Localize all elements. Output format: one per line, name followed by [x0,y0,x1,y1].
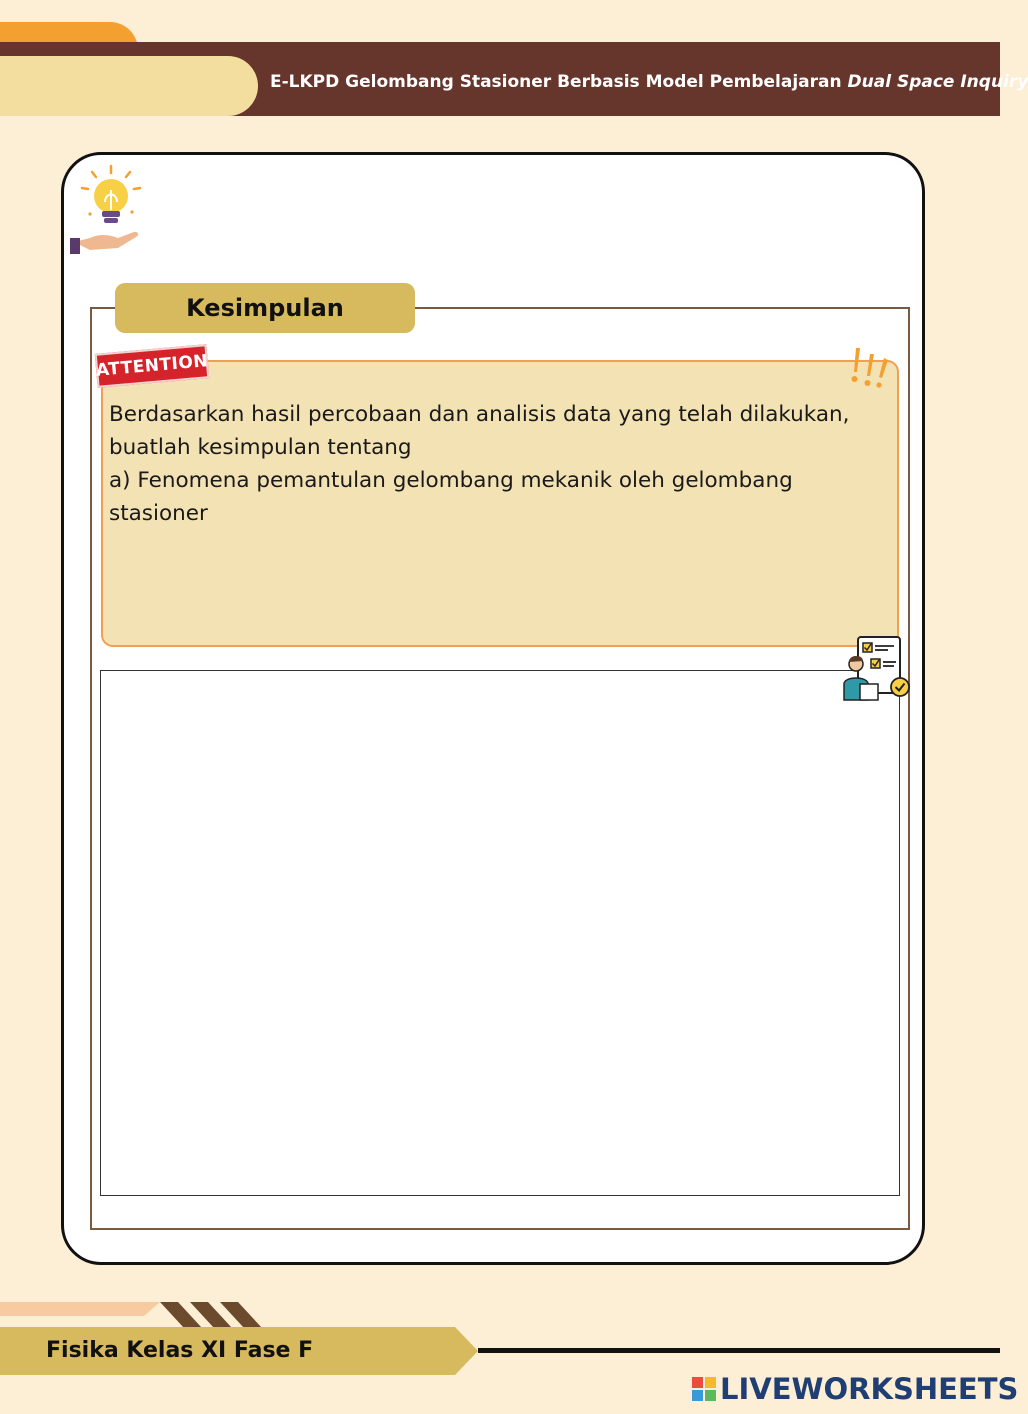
checklist-person-icon [842,634,912,704]
footer-line [478,1348,1000,1353]
header-title-italic: Dual Space Inquiry [847,72,1028,92]
answer-textbox[interactable] [100,670,900,1196]
exclamation-icon [844,344,894,390]
prompt-line: buatlah kesimpulan tentang [109,435,412,460]
brand-name: LIVEWORKSHEETS [720,1372,1019,1406]
footer-peach-strip [0,1302,160,1316]
footer-stripes [160,1302,270,1328]
prompt-text [109,398,879,530]
prompt-line: stasioner [109,501,208,526]
brand[interactable] [692,1372,1018,1406]
liveworksheets-logo-icon [692,1377,716,1401]
header-pill [0,56,258,116]
header-title [270,72,1028,92]
prompt-line: Berdasarkan hasil percobaan dan analisis data yang telah dilakukan, [109,402,850,427]
header-title-text: E-LKPD Gelombang Stasioner Berbasis Model Pembelajaran [270,72,848,92]
lightbulb-hand-icon [68,162,144,258]
section-tab-title: Kesimpulan [115,283,415,333]
attention-stamp: ATTENTION [95,344,210,388]
footer-subject: Fisika Kelas XI Fase F [46,1338,314,1363]
prompt-line: a) Fenomena pemantulan gelombang mekanik oleh gelombang [109,468,793,493]
